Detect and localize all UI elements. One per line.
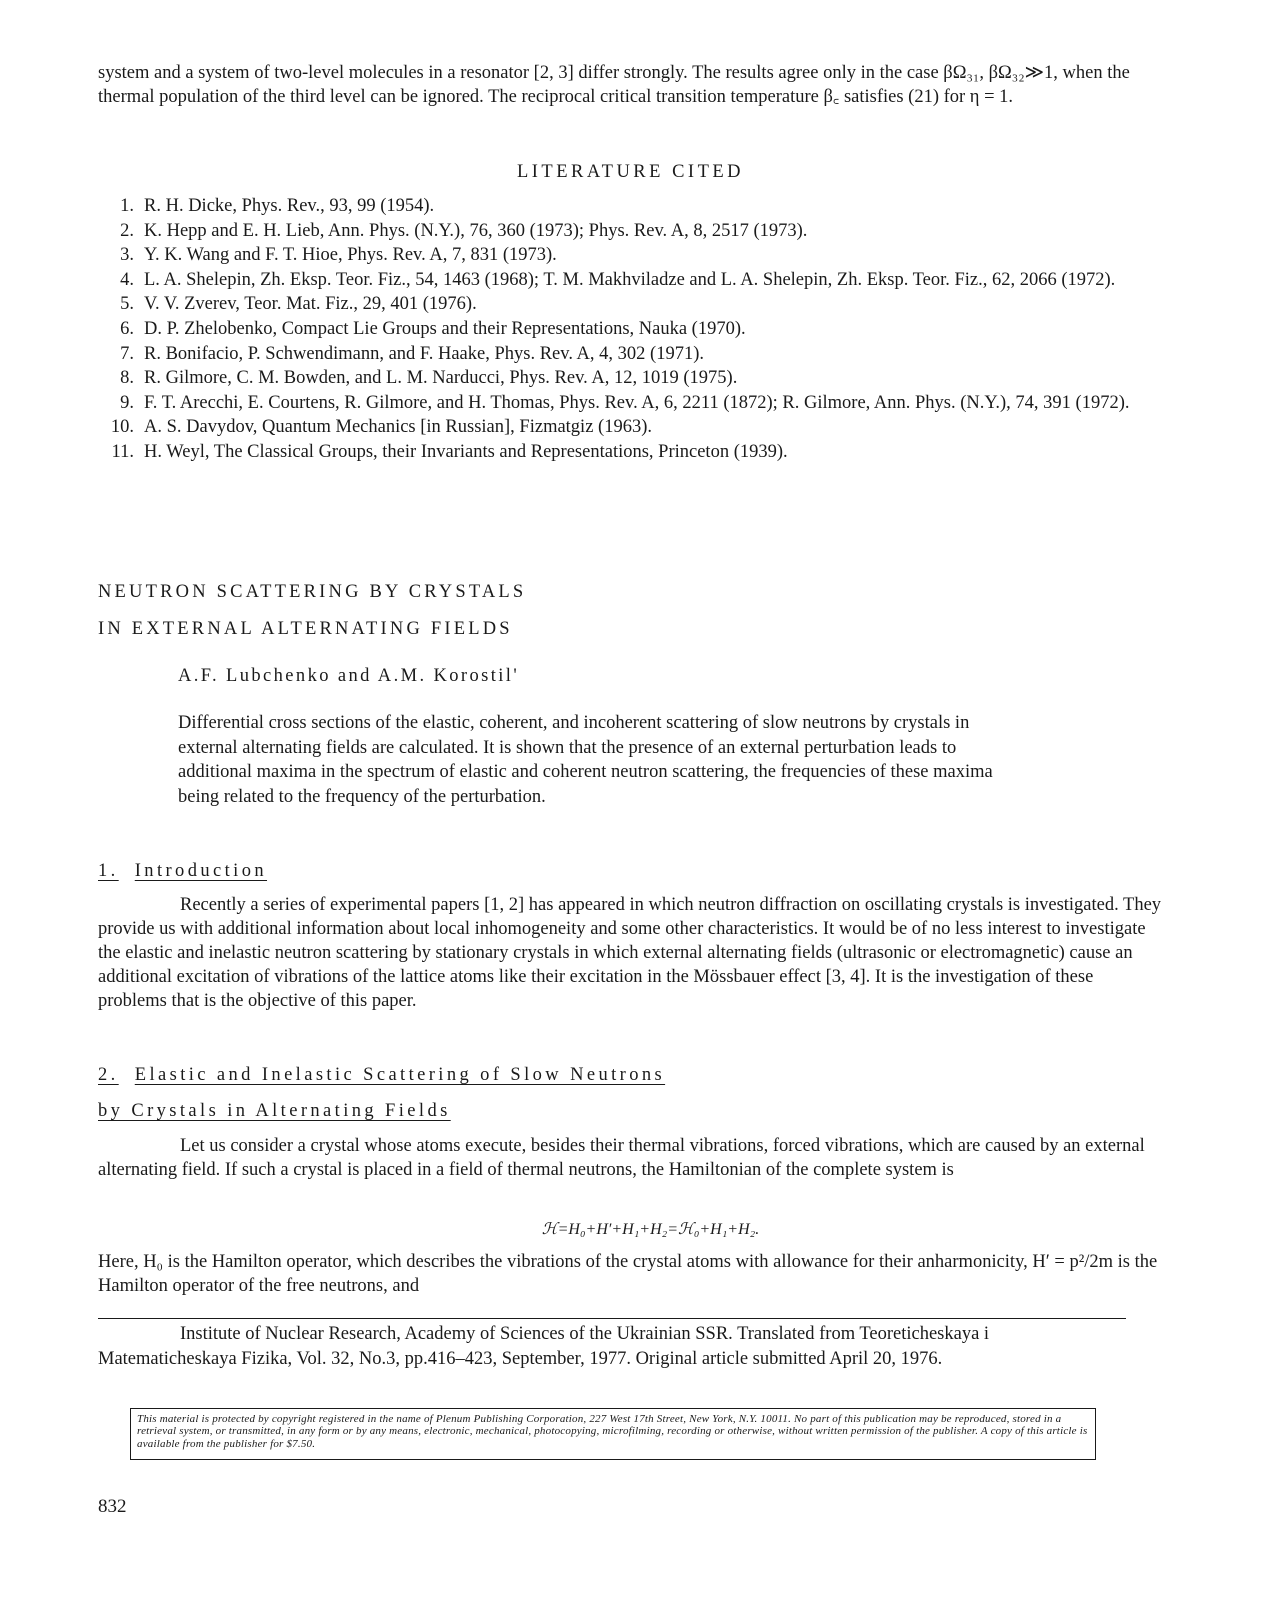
reference-number: 1. — [120, 196, 134, 216]
reference-text: V. V. Zverev, Teor. Mat. Fiz., 29, 401 (1976). — [144, 294, 477, 315]
section-2-number: 2. — [98, 1065, 119, 1085]
article-authors: A.F. Lubchenko and A.M. Korostil' — [178, 666, 520, 686]
reference-number: 6. — [120, 318, 134, 339]
reference-item — [98, 243, 1168, 268]
reference-item — [98, 292, 1168, 317]
reference-item — [98, 194, 1168, 219]
article-title-line-2: IN EXTERNAL ALTERNATING FIELDS — [98, 619, 513, 639]
reference-number: 2. — [120, 220, 134, 241]
article-title-line-1: NEUTRON SCATTERING BY CRYSTALS — [98, 582, 527, 602]
reference-text: A. S. Davydov, Quantum Mechanics [in Russian], Fizmatgiz (1963). — [144, 417, 652, 438]
section-2-after-equation: Here, H₀ is the Hamilton operator, which describes the vibrations of the crystal atoms with allowance for their anharmonicity, H′ = p²/2m is the Hamilton operator of the free neutrons, and — [98, 1252, 1158, 1296]
section-1-number: 1. — [98, 861, 119, 881]
reference-text: D. P. Zhelobenko, Compact Lie Groups and their Representations, Nauka (1970). — [144, 318, 746, 339]
reference-number: 10. — [110, 417, 134, 438]
reference-text: K. Hepp and E. H. Lieb, Ann. Phys. (N.Y.), 76, 360 (1973); Phys. Rev. A, 8, 2517 (1973). — [144, 220, 808, 241]
section-2-title-line-1: Elastic and Inelastic Scattering of Slow Neutrons — [134, 1065, 666, 1085]
section-2-body: Let us consider a crystal whose atoms execute, besides their thermal vibrations, forced vibrations, which are caused by an external alternating field. If such a crystal is placed in a field of thermal neutrons, the Hamiltonian of the complete system is — [98, 1136, 1145, 1180]
reference-number: 7. — [120, 343, 134, 364]
reference-item — [98, 219, 1168, 244]
reference-item — [98, 268, 1168, 293]
reference-number: 3. — [120, 245, 134, 266]
hamiltonian-equation: ℋ=H₀+H′+H₁+H₂=ℋ₀+H₁+H₂. — [541, 1221, 760, 1238]
reference-item — [98, 342, 1168, 367]
section-2-heading-line-1 — [98, 1065, 665, 1086]
reference-text: H. Weyl, The Classical Groups, their Invariants and Representations, Princeton (1939). — [144, 441, 788, 462]
reference-number: 11. — [111, 441, 134, 462]
reference-item — [98, 317, 1168, 342]
reference-text: F. T. Arecchi, E. Courtens, R. Gilmore, and H. Thomas, Phys. Rev. A, 6, 2211 (1872); R. Gilmore, Ann. Phys. (N.Y.), 74, 391 (1972). — [144, 392, 1130, 413]
literature-cited-heading: LITERATURE CITED — [516, 162, 745, 182]
reference-text: Y. K. Wang and F. T. Hioe, Phys. Rev. A, 7, 831 (1973). — [144, 245, 557, 266]
reference-number: 8. — [120, 368, 134, 389]
reference-text: R. Bonifacio, P. Schwendimann, and F. Haake, Phys. Rev. A, 4, 302 (1971). — [144, 343, 704, 364]
copyright-notice-box — [130, 1408, 1096, 1460]
section-2-title-line-2: by Crystals in Alternating Fields — [98, 1101, 451, 1121]
copyright-notice-text: This material is protected by copyright registered in the name of Plenum Publishing Corporation, 227 West 17th Street, New York, N.Y. 10011. No part of this publication may be reproduced, stored in a retrieval system, or transmitted, in any form or by any means, electronic, mechanical, photocopying, microfilming, recording or otherwise, without written permission of the publisher. A copy of this article is available from the publisher for $7.50. — [137, 1413, 1088, 1450]
reference-number: 4. — [120, 269, 134, 290]
reference-item — [98, 391, 1168, 416]
footnote-affiliation: Institute of Nuclear Research, Academy of Sciences of the Ukrainian SSR. Translated from Teoreticheskaya i Matematicheskaya Fizika, Vol. 32, No.3, pp.416–423, September, 1977. Original article submitted April 20, 1976. — [98, 1324, 990, 1369]
footnote-divider — [98, 1318, 1126, 1319]
article-abstract: Differential cross sections of the elastic, coherent, and incoherent scattering of slow neutrons by crystals in external alternating fields are calculated. It is shown that the presence of an external perturbation leads to additional maxima in the spectrum of elastic and coherent neutron scattering, the frequencies of these maxima being related to the frequency of the perturbation. — [178, 713, 993, 807]
reference-number: 9. — [120, 392, 134, 413]
section-2-heading-line-2 — [98, 1101, 451, 1122]
reference-text: R. H. Dicke, Phys. Rev., 93, 99 (1954). — [144, 196, 435, 216]
reference-list — [98, 194, 1168, 465]
reference-item — [98, 415, 1168, 440]
page-number: 832 — [98, 1496, 127, 1517]
reference-item — [98, 440, 1168, 465]
intro-paragraph: system and a system of two-level molecules in a resonator [2, 3] differ strongly. The results agree only in the case βΩ₃₁, βΩ₃₂≫1, when the thermal population of the third level can be ignored. The reciprocal critical transition temperature β꜀ satisfies (21) for η = 1. — [98, 63, 1130, 107]
reference-text: L. A. Shelepin, Zh. Eksp. Teor. Fiz., 54, 1463 (1968); T. M. Makhviladze and L. A. Shelepin, Zh. Eksp. Teor. Fiz., 62, 2066 (1972). — [144, 269, 1116, 290]
reference-text: R. Gilmore, C. M. Bowden, and L. M. Narducci, Phys. Rev. A, 12, 1019 (1975). — [144, 368, 738, 389]
section-1-title: Introduction — [134, 861, 268, 881]
reference-number: 5. — [120, 294, 134, 315]
reference-item — [98, 366, 1168, 391]
section-1-heading — [98, 861, 267, 882]
section-1-body: Recently a series of experimental papers [1, 2] has appeared in which neutron diffraction on oscillating crystals is investigated. They provide us with additional information about local inhomogeneity and some other characteristics. It would be of no less interest to investigate the elastic and inelastic neutron scattering by stationary crystals in which external alternating fields (ultrasonic or electromagnetic) cause an additional excitation of vibrations of the lattice atoms like their excitation in the Mössbauer effect [3, 4]. It is the investigation of these problems that is the objective of this paper. — [98, 895, 1162, 1011]
